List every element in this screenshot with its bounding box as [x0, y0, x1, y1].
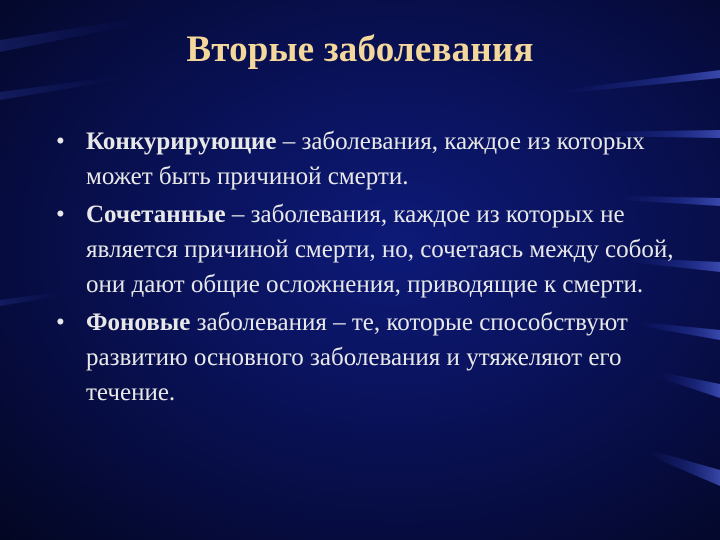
- bullet-term: Сочетанные: [86, 201, 226, 228]
- bullet-text: заболевания – те, которые способствуют развитию основного заболевания и утяжеляют его течение.: [86, 309, 628, 406]
- streak-left-3: [0, 292, 60, 306]
- streak-right-7: [650, 450, 720, 486]
- slide-title: Вторые заболевания: [186, 29, 534, 70]
- bullet-icon: •: [56, 201, 65, 228]
- bullet-icon: •: [56, 128, 65, 155]
- streak-right-1: [560, 70, 720, 94]
- bullet-item-combined: [56, 197, 676, 302]
- bullet-term: Конкурирующие: [86, 128, 277, 155]
- streak-left-2: [0, 76, 120, 100]
- bullet-item-competing: [56, 124, 676, 194]
- bullet-text: – заболевания, каждое из которых может быть причиной смерти.: [86, 128, 645, 190]
- bullet-item-background: [56, 305, 676, 410]
- bullet-icon: •: [56, 309, 65, 336]
- bullet-text: – заболевания, каждое из которых не является причиной смерти, но, сочетаясь между собой, они дают общие осложнения, приводящие к смерти.: [86, 201, 674, 298]
- bullet-list: [56, 124, 676, 413]
- bullet-term: Фоновые: [86, 309, 191, 336]
